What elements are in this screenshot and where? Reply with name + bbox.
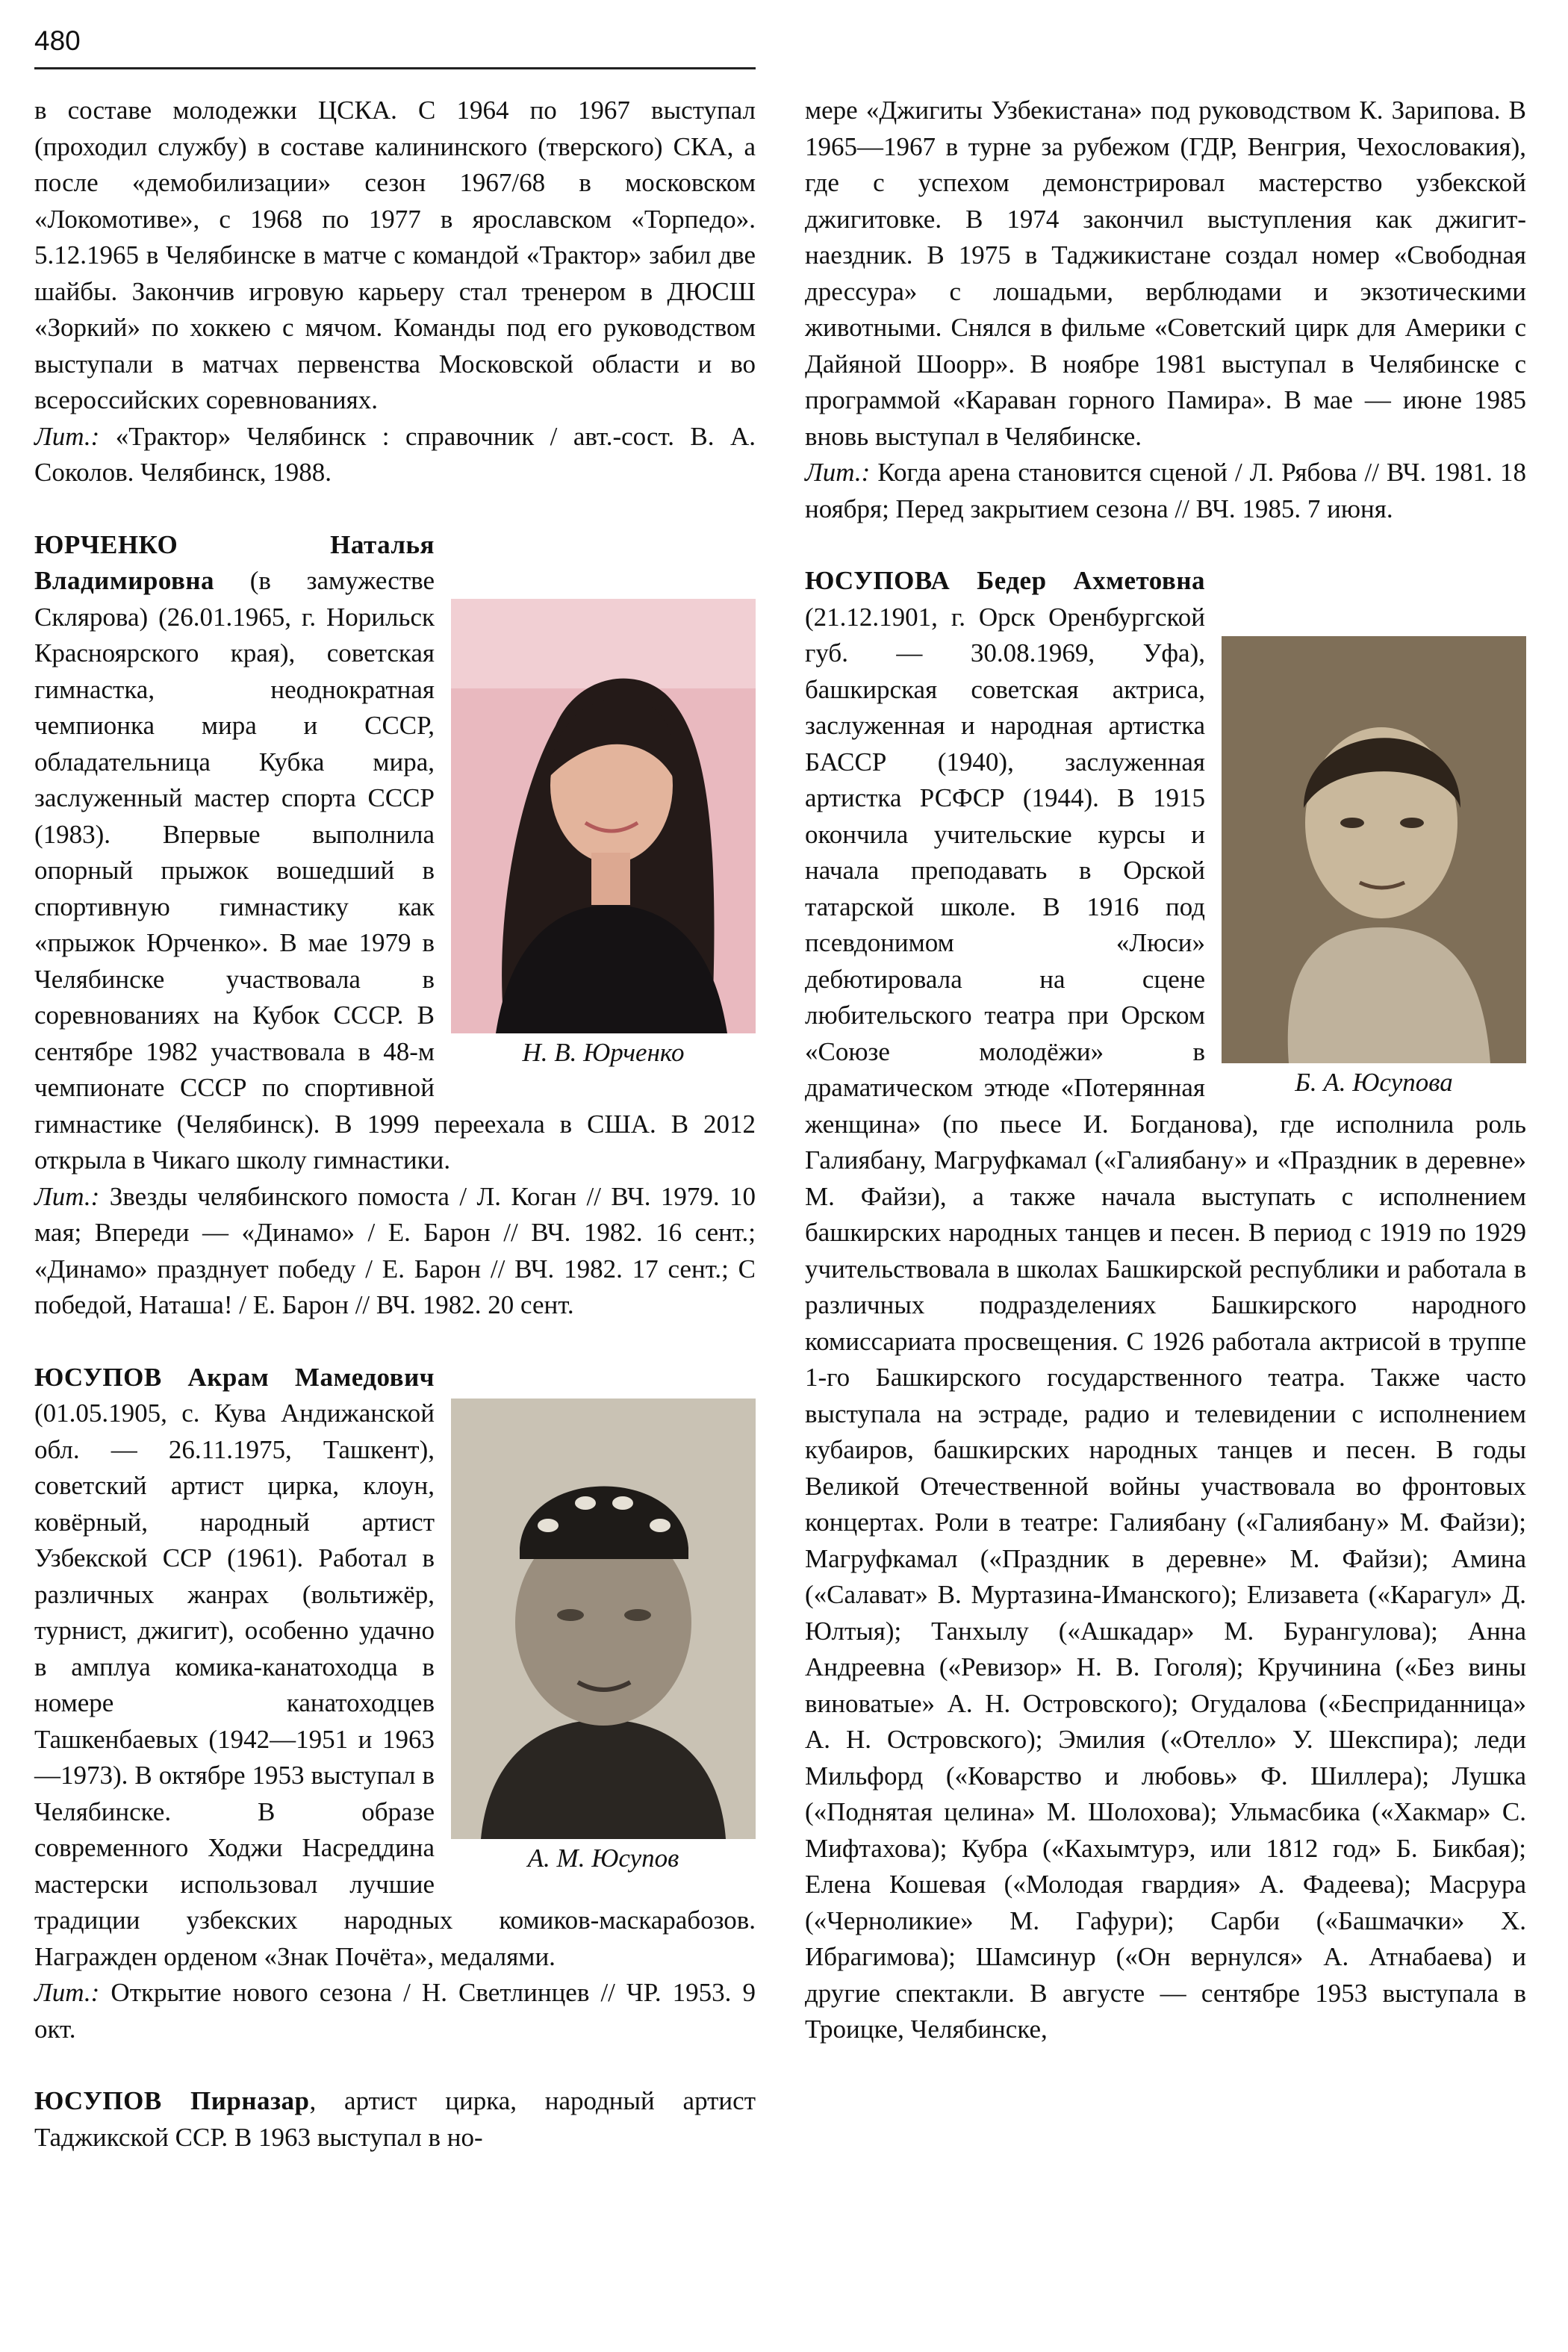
entry-text-yusupov-akram: (01.05.1905, с. Кува Андижанской обл. — 26.11.1975, Ташкент), советский артист цирка, клоун, ковёрный, народный артист Узбекской ССР (1961). Работал в различных жанрах (вольтижёр, турнист, джигит), особенно удачно в амплуа комика-канатоходца в номере канатоходцев Ташкенбаевых (1942—1951 и 1963—1973). В октябре 1953 выступал в Челябинске. В образе современного Ходжи Насреддина мастерски использовал лучшие традиции узбекских народных комиков-маскарабозов. Награжден орденом «Знак Почёта», медалями. — [34, 1399, 756, 1971]
lit-text: «Трактор» Челябинск : справочник / авт.-сост. В. А. Соколов. Челябинск, 1988. — [34, 421, 756, 487]
yusupov-pirnazar-paragraph — [34, 2083, 756, 2156]
entry-name-yusupov-pirnazar: ЮСУПОВ Пирназар — [34, 2086, 310, 2115]
caption-yurchenko: Н. В. Юрченко — [522, 1037, 685, 1067]
portrait-yusupov-akram-image — [451, 1399, 756, 1839]
figure-yusupov-akram — [451, 1399, 756, 1876]
figure-yusupova — [1222, 636, 1526, 1101]
yusupov-akram-literature — [34, 1975, 756, 2047]
lit-label: Лит.: — [34, 1181, 100, 1211]
caption-yusupova: Б. А. Юсупова — [1295, 1068, 1453, 1097]
entry-yusupova — [805, 563, 1526, 2048]
entry-yusupov-akram — [34, 1360, 756, 2048]
lit-label: Лит.: — [34, 1978, 100, 2007]
intro-literature — [34, 419, 756, 491]
portrait-yurchenko-image — [451, 599, 756, 1033]
lit-label: Лит.: — [34, 421, 100, 451]
header-rule — [34, 67, 756, 69]
continuation-paragraph — [805, 93, 1526, 455]
lit-text: Открытие нового сезона / Н. Светлинцев // ЧР. 1953. 9 окт. — [34, 1978, 756, 2044]
caption-yusupov-akram: А. М. Юсупов — [527, 1843, 679, 1873]
entry-text-yusupova: (21.12.1901, г. Орск Оренбургской губ. — 30.08.1969, Уфа), башкирская советская актриса, заслуженная и народная артистка БАССР (1940), заслуженная артистка РСФСР (1944). В 1915 окончила учительские курсы и начала преподавать в Орской татарской школе. В 1916 под псевдонимом «Люси» дебютировала на сцене любительского театра при Орском «Союзе молодёжи» в драматическом этюде «Потерянная женщина» (по пьесе И. Богданова), где исполнила роль Галиябану, Магруфкамал («Галиябану» и «Праздник в деревне» М. Файзи), а также начала выступать с исполнением башкирских народных танцев и песен. В период с 1919 по 1929 учительствовала в школах Башкирской республики и работала в различных подразделениях Башкирского народного комиссариата просвещения. С 1926 работала актрисой в труппе 1-го Башкирского государственного театра. Также часто выступала на эстраде, радио и телевидении с исполнением кубаиров, башкирских народных танцев и песен. В годы Великой Отечественной войны участвовала во фронтовых концертах. Роли в театре: Галиябану («Галиябану» М. Файзи); Магруфкамал («Праздник в деревне» М. Файзи); Амина («Салават» В. Муртазина-Иманского); Елизавета («Карагул» Д. Юлтыя); Танхылу («Ашкадар» М. Бурангулова); Анна Андреевна («Ревизор» Н. В. Гоголя); Кручинина («Без вины виноватые» А. Н. Островского); Огудалова («Бесприданница» А. Н. Островского); Эмилия («Отелло» У. Шекспира); леди Мильфорд («Коварство и любовь» Ф. Шиллера); Лушка («Поднятая целина» М. Шолохова); Ульмасбика («Хакмар» С. Мифтахова); Кубра («Кахымтурэ, или 1812 год» Б. Бикбая); Елена Кошевая («Молодая гвардия» А. Фадеева); Масрура («Черноликие» М. Гафури); Сарби («Башмачки» Х. Ибрагимова); Шамсинур («Он вернулся» А. Атнабаева) и другие спектакли. В августе — сентябре 1953 выступала в Троицке, Челябинске, — [805, 602, 1526, 2044]
entry-name-yusupova: ЮСУПОВА Бедер Ахметовна — [805, 566, 1205, 595]
continuation-literature — [805, 455, 1526, 527]
entry-yurchenko — [34, 527, 756, 1324]
portrait-yusupova-image — [1222, 636, 1526, 1063]
figure-yurchenko — [451, 599, 756, 1071]
intro-paragraph — [34, 93, 756, 419]
intro-text: в составе молодежки ЦСКА. С 1964 по 1967 выступал (проходил службу) в составе калининского (тверского) СКА, а после «демобилизации» сезон 1967/68 в московском «Локомотиве», с 1968 по 1977 в ярославском «Торпедо». 5.12.1965 в Челябинске в матче с командой «Трактор» забил две шайбы. Закончив игровую карьеру стал тренером в ДЮСШ «Зоркий» по хоккею с мячом. Команды под его руководством выступали в матчах первенства Московской области и во всероссийских соревнованиях. — [34, 96, 756, 414]
entry-name-yusupov-akram: ЮСУПОВ Акрам Мамедович — [34, 1362, 435, 1392]
right-column — [805, 93, 1526, 2048]
entry-text-yurchenko: (в замужестве Склярова) (26.01.1965, г. Норильск Красноярского края), советская гимнастка, неоднократная чемпионка мира и СССР, обладательница Кубка мира, заслуженный мастер спорта СССР (1983). Впервые выполнила опорный прыжок вошедший в спортивную гимнастику как «прыжок Юрченко». В мае 1979 в Челябинске участвовала в соревнованиях на Кубок СССР. В сентябре 1982 участвовала в 48-м чемпионате СССР по спортивной гимнастике (Челябинск). В 1999 переехала в США. В 2012 открыла в Чикаго школу гимнастики. — [34, 566, 756, 1175]
entry-yusupov-pirnazar — [34, 2083, 756, 2156]
page-number: 480 — [34, 25, 81, 56]
continuation-text: мере «Джигиты Узбекистана» под руководством К. Зарипова. В 1965—1967 в турне за рубежом (ГДР, Венгрия, Чехословакия), где с успехом демонстрировал мастерство узбекской джигитовке. В 1974 закончил выступления как джигит-наездник. В 1975 в Таджикистане создал номер «Свободная дрессура» с лошадьми, верблюдами и экзотическими животными. Снялся в фильме «Советский цирк для Америки с Дайяной Шоорр». В ноябре 1981 выступал в Челябинске с программой «Караван горного Памира». В мае — июне 1985 вновь выступал в Челябинске. — [805, 96, 1526, 451]
lit-text: Звезды челябинского помоста / Л. Коган // ВЧ. 1979. 10 мая; Впереди — «Динамо» / Е. Барон // ВЧ. 1982. 16 сент.; «Динамо» празднует победу / Е. Барон // ВЧ. 1982. 17 сент.; С победой, Наташа! / Е. Барон // ВЧ. 1982. 20 сент. — [34, 1181, 756, 1319]
entry-text-yusupov-pirnazar: , артист цирка, народный артист Таджикской ССР. В 1963 выступал в но- — [34, 2086, 756, 2152]
lit-label: Лит.: — [805, 458, 871, 487]
entry-name-yurchenko: ЮРЧЕНКО Наталья Владимировна — [34, 529, 435, 595]
lit-text: Когда арена становится сценой / Л. Рябова // ВЧ. 1981. 18 ноября; Перед закрытием сезона // ВЧ. 1985. 7 июня. — [805, 458, 1526, 523]
yurchenko-literature — [34, 1179, 756, 1324]
left-column — [34, 93, 756, 2156]
